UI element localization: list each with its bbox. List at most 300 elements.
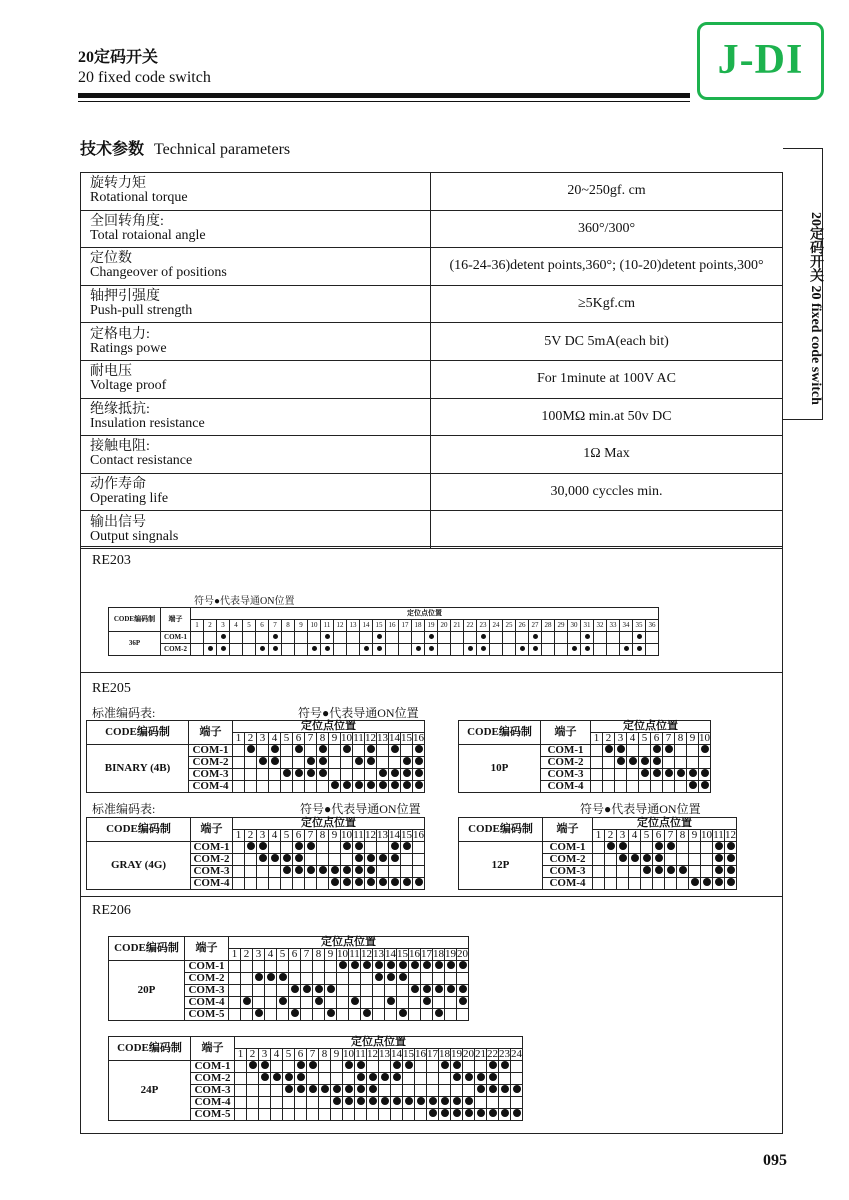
grid-cell (377, 745, 389, 757)
grid-cell (607, 644, 620, 656)
grid-cell (319, 1073, 331, 1085)
terminal-label: COM-1 (543, 842, 593, 854)
grid-cell (603, 781, 615, 793)
grid-cell (325, 1009, 337, 1021)
grid-cell (542, 644, 555, 656)
on-dot (261, 1061, 269, 1069)
grid-cell (403, 1109, 415, 1121)
grid-cell (386, 644, 399, 656)
on-dot (343, 866, 351, 874)
position-number: 14 (360, 620, 373, 632)
grid-cell (341, 878, 353, 890)
on-dot (343, 745, 351, 753)
position-number: 9 (689, 830, 701, 842)
grid-cell (415, 1061, 427, 1073)
position-number: 13 (377, 732, 388, 744)
on-dot (351, 997, 359, 1005)
brand-logo: J-DI (697, 22, 824, 100)
grid-cell (329, 757, 341, 769)
grid-cell (475, 1085, 487, 1097)
grid-cell (233, 854, 245, 866)
grid-cell (713, 854, 725, 866)
position-number: 19 (445, 948, 456, 960)
on-dot (631, 854, 639, 862)
grid-cell (256, 644, 269, 656)
grid-cell (305, 745, 317, 757)
on-dot (319, 745, 327, 753)
position-number: 2 (204, 620, 217, 632)
grid-cell (229, 961, 241, 973)
grid-cell (439, 1073, 451, 1085)
position-number: 9 (331, 1049, 343, 1061)
position-number: 23 (499, 1048, 510, 1060)
on-dot (243, 997, 251, 1005)
header-rule-thin (78, 101, 690, 102)
grid-cell (301, 997, 313, 1009)
terminal-label: COM-1 (189, 745, 233, 757)
std-code-label-2: 标准编码表: (92, 802, 156, 816)
grid-cell (367, 1097, 379, 1109)
grid-cell (377, 854, 389, 866)
grid-cell (617, 878, 629, 890)
grid-cell (361, 961, 373, 973)
position-number: 27 (529, 620, 542, 632)
grid-cell (293, 781, 305, 793)
grid-cell (313, 997, 325, 1009)
grid-cell (233, 745, 245, 757)
grid-cell (289, 1009, 301, 1021)
grid-cell (247, 1061, 259, 1073)
grid-cell (307, 1061, 319, 1073)
on-dot (637, 634, 642, 639)
grid-cell (451, 644, 464, 656)
param-name (81, 398, 431, 436)
on-dot (653, 745, 661, 753)
grid-cell (646, 644, 659, 656)
grid-cell (295, 1109, 307, 1121)
grid-cell (699, 769, 711, 781)
grid-cell (235, 1061, 247, 1073)
param-name-cn: 轴押引强度 (90, 289, 160, 305)
grid-cell (451, 1085, 463, 1097)
grid-cell (568, 632, 581, 644)
page-title-cn: 20定码开关 (78, 49, 159, 66)
grid-cell (355, 1109, 367, 1121)
grid-cell (451, 1109, 463, 1121)
grid-cell (257, 854, 269, 866)
grid-cell (385, 985, 397, 997)
grid-cell (451, 632, 464, 644)
grid-cell (331, 1109, 343, 1121)
on-dot (343, 842, 351, 850)
grid-cell (353, 842, 365, 854)
on-dot (379, 781, 387, 789)
grid-cell (463, 1073, 475, 1085)
on-dot (489, 1085, 497, 1093)
position-number: 24 (511, 1048, 522, 1060)
on-dot (435, 1009, 443, 1017)
grid-cell (305, 854, 317, 866)
grid-cell (365, 769, 377, 781)
terminal-label: COM-2 (191, 1073, 235, 1085)
param-name (81, 360, 431, 398)
position-number: 8 (317, 733, 329, 745)
on-dot (441, 1097, 449, 1105)
grid-cell (325, 997, 337, 1009)
grid-cell (617, 866, 629, 878)
grid-cell (293, 878, 305, 890)
on-dot (333, 1097, 341, 1105)
terminal-label: COM-3 (541, 769, 591, 781)
re203-label: RE203 (92, 553, 131, 568)
grid-cell (633, 644, 646, 656)
on-dot (441, 1109, 449, 1117)
grid-cell (331, 1073, 343, 1085)
on-dot (357, 1085, 365, 1093)
on-dot (327, 1009, 335, 1017)
on-dot (489, 1073, 497, 1081)
grid-cell (438, 632, 451, 644)
grid-cell (245, 842, 257, 854)
grid-cell (377, 769, 389, 781)
on-dot (393, 1097, 401, 1105)
grid-cell (365, 878, 377, 890)
on-dot (447, 985, 455, 993)
grid-cell (361, 997, 373, 1009)
grid-cell (603, 757, 615, 769)
position-number: 9 (295, 620, 308, 632)
position-number: 20 (457, 948, 468, 960)
grid-cell (247, 1109, 259, 1121)
grid-cell (663, 757, 675, 769)
grid-cell (620, 632, 633, 644)
code-header: CODE编码制 (109, 608, 161, 632)
position-number: 4 (271, 1049, 283, 1061)
on-dot (403, 781, 411, 789)
grid-cell (365, 842, 377, 854)
grid-cell (413, 745, 425, 757)
grid-cell (295, 1073, 307, 1085)
grid-cell (233, 842, 245, 854)
position-number: 10 (341, 732, 352, 744)
grid-cell (529, 632, 542, 644)
on-dot (423, 985, 431, 993)
grid-cell (257, 745, 269, 757)
terminal-label: COM-4 (191, 1097, 235, 1109)
on-dot (295, 842, 303, 850)
grid-cell (329, 769, 341, 781)
grid-cell (503, 632, 516, 644)
position-number: 14 (389, 829, 400, 841)
position-number: 15 (401, 829, 412, 841)
grid-cell (283, 1097, 295, 1109)
grid-cell (651, 745, 663, 757)
grid-cell (487, 1109, 499, 1121)
on-dot (727, 854, 735, 862)
grid-cell (337, 1009, 349, 1021)
param-name-cn: 绝缘抵抗: (90, 401, 150, 417)
on-dot (477, 1073, 485, 1081)
grid-cell (257, 757, 269, 769)
grid-cell (593, 866, 605, 878)
on-dot (367, 781, 375, 789)
grid-cell (615, 757, 627, 769)
grid-cell (355, 1085, 367, 1097)
grid-cell (271, 1073, 283, 1085)
grid-cell (409, 985, 421, 997)
positions-header: 定位点位置 (233, 721, 425, 733)
grid-cell (257, 842, 269, 854)
grid-cell (245, 781, 257, 793)
grid-cell (191, 644, 204, 656)
grid-cell (289, 961, 301, 973)
position-number: 1 (233, 733, 245, 745)
grid-cell (627, 781, 639, 793)
on-dot (655, 842, 663, 850)
grid-cell (379, 1085, 391, 1097)
grid-cell (319, 1097, 331, 1109)
param-value: 30,000 cyccles min. (431, 473, 783, 511)
on-dot (295, 866, 303, 874)
grid-cell (235, 1097, 247, 1109)
grid-cell (293, 842, 305, 854)
grid-cell (365, 854, 377, 866)
grid-cell (301, 985, 313, 997)
on-dot (271, 757, 279, 765)
grid-cell (581, 644, 594, 656)
on-dot (295, 854, 303, 862)
grid-cell (401, 878, 413, 890)
code-header: CODE编码制 (87, 818, 191, 842)
on-dot (435, 985, 443, 993)
on-dot (429, 634, 434, 639)
on-dot (283, 854, 291, 862)
param-name-en: Insulation resistance (90, 415, 205, 431)
grid-cell (305, 878, 317, 890)
on-dot (501, 1061, 509, 1069)
grid-cell (391, 1085, 403, 1097)
grid-cell (713, 842, 725, 854)
grid-cell (617, 854, 629, 866)
position-number: 5 (277, 949, 289, 961)
grid-cell (421, 961, 433, 973)
grid-cell (629, 854, 641, 866)
grid-cell (379, 1073, 391, 1085)
on-dot (315, 985, 323, 993)
position-number: 7 (665, 830, 677, 842)
grid-cell (475, 1073, 487, 1085)
on-dot (271, 745, 279, 753)
on-dot (679, 866, 687, 874)
param-name (81, 173, 431, 211)
position-number: 1 (233, 830, 245, 842)
grid-cell (343, 1097, 355, 1109)
on-dot (715, 842, 723, 850)
grid-cell (415, 1109, 427, 1121)
on-dot (357, 1097, 365, 1105)
grid-cell (235, 1085, 247, 1097)
code-table-t10 (458, 720, 711, 793)
position-number: 8 (675, 733, 687, 745)
on-dot (691, 878, 699, 886)
grid-cell (283, 1061, 295, 1073)
grid-cell (542, 632, 555, 644)
position-number: 7 (663, 733, 675, 745)
param-row (81, 248, 783, 286)
grid-cell (245, 866, 257, 878)
grid-cell (677, 866, 689, 878)
on-dot (417, 1097, 425, 1105)
on-dot (355, 781, 363, 789)
grid-cell (360, 644, 373, 656)
grid-cell (281, 854, 293, 866)
grid-cell (361, 985, 373, 997)
grid-cell (337, 985, 349, 997)
grid-cell (641, 878, 653, 890)
param-name-cn: 旋转力矩 (90, 176, 146, 192)
on-dot (331, 878, 339, 886)
position-number: 11 (355, 1048, 366, 1060)
grid-cell (277, 961, 289, 973)
grid-cell (409, 961, 421, 973)
position-number: 29 (555, 620, 568, 632)
on-dot (339, 961, 347, 969)
terminal-label: COM-5 (185, 1009, 229, 1021)
grid-cell (677, 878, 689, 890)
on-dot (309, 1061, 317, 1069)
grid-cell (343, 1085, 355, 1097)
grid-cell (463, 1109, 475, 1121)
position-number: 24 (490, 620, 503, 632)
grid-cell (243, 644, 256, 656)
on-dot (367, 866, 375, 874)
param-name (81, 285, 431, 323)
on-dot (677, 769, 685, 777)
on-dot (261, 1073, 269, 1081)
position-number: 21 (475, 1048, 486, 1060)
grid-cell (391, 1109, 403, 1121)
grid-cell (191, 632, 204, 644)
grid-cell (385, 1009, 397, 1021)
code-header: CODE编码制 (109, 1037, 191, 1061)
grid-cell (269, 757, 281, 769)
on-dot (429, 646, 434, 651)
grid-cell (615, 745, 627, 757)
grid-cell (365, 781, 377, 793)
position-number: 2 (605, 830, 617, 842)
grid-cell (605, 878, 617, 890)
grid-cell (475, 1097, 487, 1109)
on-dot (391, 781, 399, 789)
grid-cell (699, 745, 711, 757)
grid-cell (241, 985, 253, 997)
grid-cell (331, 1097, 343, 1109)
grid-cell (605, 842, 617, 854)
positions-header: 定位点位置 (233, 818, 425, 830)
on-dot (701, 781, 709, 789)
grid-cell (499, 1097, 511, 1109)
grid-cell (629, 866, 641, 878)
grid-cell (289, 997, 301, 1009)
grid-cell (253, 961, 265, 973)
grid-cell (365, 745, 377, 757)
grid-cell (295, 644, 308, 656)
grid-cell (281, 878, 293, 890)
grid-cell (663, 781, 675, 793)
position-number: 20 (438, 620, 451, 632)
grid-cell (353, 854, 365, 866)
position-number: 11 (353, 732, 364, 744)
position-number: 2 (603, 733, 615, 745)
on-dot (333, 1085, 341, 1093)
position-number: 6 (651, 733, 663, 745)
param-name-cn: 动作寿命 (90, 477, 146, 493)
grid-cell (499, 1073, 511, 1085)
grid-cell (257, 878, 269, 890)
param-value: For 1minute at 100V AC (431, 360, 783, 398)
on-dot (319, 757, 327, 765)
terminal-label: COM-1 (541, 745, 591, 757)
on-dot (415, 781, 423, 789)
position-number: 5 (243, 620, 256, 632)
positions-header: 定位点位置 (591, 721, 711, 733)
re206-label: RE206 (92, 903, 131, 918)
grid-cell (433, 985, 445, 997)
grid-cell (555, 644, 568, 656)
on-dot (331, 781, 339, 789)
position-number: 23 (477, 620, 490, 632)
on-dot (387, 973, 395, 981)
on-dot (653, 769, 661, 777)
grid-cell (353, 781, 365, 793)
grid-cell (403, 1061, 415, 1073)
grid-cell (253, 973, 265, 985)
grid-cell (343, 1061, 355, 1073)
on-dot (391, 854, 399, 862)
position-number: 4 (627, 733, 639, 745)
grid-cell (317, 842, 329, 854)
on-dot (369, 1085, 377, 1093)
grid-cell (397, 1009, 409, 1021)
on-dot (477, 1085, 485, 1093)
grid-cell (317, 866, 329, 878)
position-number: 3 (257, 733, 269, 745)
position-number: 4 (269, 733, 281, 745)
param-value (431, 511, 783, 549)
grid-cell (259, 1073, 271, 1085)
on-dot (351, 961, 359, 969)
grid-cell (427, 1085, 439, 1097)
on-dot (585, 646, 590, 651)
grid-cell (341, 781, 353, 793)
grid-cell (241, 973, 253, 985)
on-dot (279, 997, 287, 1005)
grid-cell (439, 1109, 451, 1121)
grid-cell (325, 973, 337, 985)
on-dot (605, 745, 613, 753)
position-number: 11 (713, 829, 724, 841)
grid-cell (413, 854, 425, 866)
grid-cell (341, 842, 353, 854)
on-dot (441, 1061, 449, 1069)
position-number: 9 (329, 830, 341, 842)
position-number: 10 (341, 829, 352, 841)
on-dot (321, 1085, 329, 1093)
grid-cell (229, 985, 241, 997)
position-number: 10 (337, 948, 348, 960)
code-table-t20 (108, 936, 469, 1021)
position-number: 17 (427, 1048, 438, 1060)
